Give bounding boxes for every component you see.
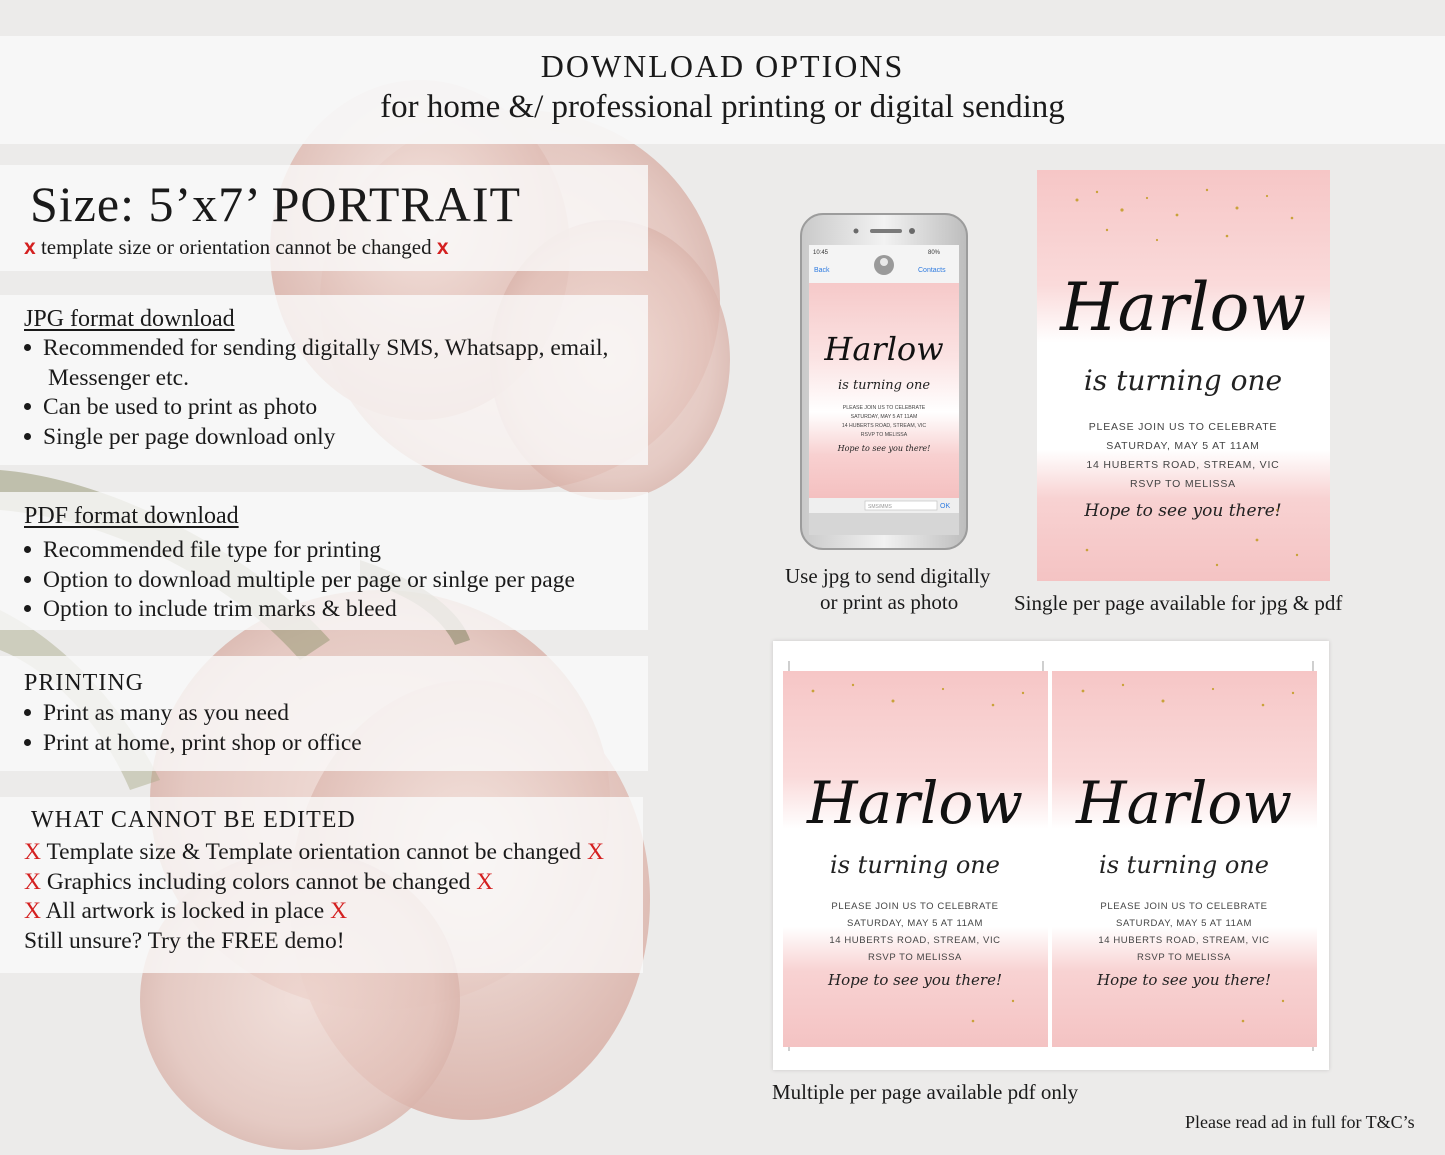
phone-back-button: Back <box>814 267 830 274</box>
svg-text:PLEASE JOIN US TO CELEBRATE: PLEASE JOIN US TO CELEBRATE <box>842 405 926 411</box>
list-item: Print at home, print shop or office <box>24 730 362 757</box>
size-note-text: template size or orientation cannot be changed <box>40 235 432 259</box>
list-item: X Template size & Template orientation cannot be changed X <box>24 839 604 865</box>
invite-name: Harlow <box>1076 769 1292 837</box>
phone-message-input: SMS/MMS <box>868 504 892 510</box>
list-item: X All artwork is locked in place X <box>24 898 348 924</box>
svg-text:14 HUBERTS ROAD, STREAM, VIC: 14 HUBERTS ROAD, STREAM, VIC <box>841 423 927 429</box>
x-mark-icon: X <box>586 839 604 865</box>
bullet-icon <box>24 344 31 351</box>
svg-text:RSVP TO MELISSA: RSVP TO MELISSA <box>1136 952 1232 963</box>
cannot-edit-title: WHAT CANNOT BE EDITED <box>31 807 356 833</box>
svg-text:Hope to see you there!: Hope to see you there! <box>1084 501 1282 521</box>
invite-subtitle: is turning one <box>1083 364 1283 397</box>
svg-text:14 HUBERTS ROAD, STREAM, VIC: 14 HUBERTS ROAD, STREAM, VIC <box>829 935 1001 946</box>
phone-contacts-button: Contacts <box>918 267 946 274</box>
svg-text:Hope to see you there!: Hope to see you there! <box>828 971 1002 989</box>
list-item: X Graphics including colors cannot be changed X <box>24 869 494 895</box>
phone-invite-subtitle: is turning one <box>837 378 931 393</box>
page-title: DOWNLOAD OPTIONS <box>540 48 905 84</box>
bullet-icon <box>24 739 31 746</box>
svg-text:Hope to see you there!: Hope to see you there! <box>837 444 931 453</box>
single-invitation-preview <box>1037 170 1330 581</box>
svg-text:PLEASE JOIN US TO CELEBRATE: PLEASE JOIN US TO CELEBRATE <box>831 901 999 912</box>
single-caption: Single per page available for jpg & pdf <box>1014 591 1343 615</box>
phone-ok-button: OK <box>940 503 951 510</box>
svg-text:PLEASE JOIN US TO CELEBRATE: PLEASE JOIN US TO CELEBRATE <box>1100 901 1268 912</box>
phone-invite-name: Harlow <box>824 330 944 368</box>
svg-text:is turning one: is turning one <box>1099 851 1269 879</box>
svg-text:RSVP TO MELISSA: RSVP TO MELISSA <box>1130 478 1236 490</box>
svg-text:RSVP TO MELISSA: RSVP TO MELISSA <box>860 432 908 438</box>
phone-battery: 80% <box>928 250 941 256</box>
bullet-icon <box>24 546 31 553</box>
invite-name: Harlow <box>1060 269 1306 346</box>
x-mark-icon: X <box>476 869 494 895</box>
x-mark-icon: x <box>24 236 36 259</box>
list-item: Print as many as you need <box>24 700 289 727</box>
page-subtitle: for home &/ professional printing or digital sending <box>380 89 1065 125</box>
svg-text:SATURDAY, MAY 5 AT 11AM: SATURDAY, MAY 5 AT 11AM <box>850 414 918 420</box>
svg-text:SATURDAY, MAY 5 AT 11AM: SATURDAY, MAY 5 AT 11AM <box>1116 918 1252 929</box>
x-mark-icon: X <box>24 869 41 895</box>
list-item-continued: Messenger etc. <box>48 365 189 391</box>
demo-note: Still unsure? Try the FREE demo! <box>24 928 345 954</box>
bullet-icon <box>24 605 31 612</box>
svg-text:14 HUBERTS ROAD, STREAM, VIC: 14 HUBERTS ROAD, STREAM, VIC <box>1086 459 1280 471</box>
svg-text:is turning one: is turning one <box>830 851 1000 879</box>
terms-note: Please read ad in full for T&C’s <box>1185 1112 1415 1132</box>
x-mark-icon: X <box>330 898 348 924</box>
invite-name: Harlow <box>807 769 1023 837</box>
phone-caption-line2: or print as photo <box>820 590 959 614</box>
pdf-panel <box>0 492 648 630</box>
x-mark-icon: X <box>24 898 41 924</box>
svg-text:Hope to see you there!: Hope to see you there! <box>1097 971 1271 989</box>
list-item: Option to include trim marks & bleed <box>24 596 397 623</box>
phone-time: 10:45 <box>813 250 829 256</box>
list-item: Recommended file type for printing <box>24 537 381 564</box>
list-item: Can be used to print as photo <box>24 394 317 421</box>
jpg-panel-title: JPG format download <box>24 306 235 332</box>
svg-text:SATURDAY, MAY 5 AT 11AM: SATURDAY, MAY 5 AT 11AM <box>847 918 983 929</box>
phone-mockup <box>800 213 968 550</box>
header-banner <box>0 36 1445 144</box>
printing-panel-title: PRINTING <box>24 670 144 696</box>
bullet-icon <box>24 709 31 716</box>
printing-panel <box>0 656 648 771</box>
svg-text:RSVP TO MELISSA: RSVP TO MELISSA <box>867 952 963 963</box>
size-note <box>24 235 449 260</box>
x-mark-icon: X <box>24 839 41 865</box>
list-item: Single per page download only <box>24 424 335 451</box>
svg-text:PLEASE JOIN US TO CELEBRATE: PLEASE JOIN US TO CELEBRATE <box>1088 421 1278 433</box>
x-mark-icon: x <box>436 236 449 259</box>
bullet-icon <box>24 576 31 583</box>
size-panel <box>0 165 648 271</box>
multiple-caption: Multiple per page available pdf only <box>772 1080 1079 1104</box>
phone-caption-line1: Use jpg to send digitally <box>785 564 991 588</box>
pdf-panel-title: PDF format download <box>24 503 239 529</box>
cannot-edit-panel <box>0 797 643 973</box>
list-item: Recommended for sending digitally SMS, Whatsapp, email, <box>24 335 608 362</box>
svg-text:SATURDAY, MAY 5 AT 11AM: SATURDAY, MAY 5 AT 11AM <box>1106 440 1260 452</box>
svg-text:14 HUBERTS ROAD, STREAM, VIC: 14 HUBERTS ROAD, STREAM, VIC <box>1098 935 1270 946</box>
list-item: Option to download multiple per page or sinlge per page <box>24 567 575 594</box>
bullet-icon <box>24 403 31 410</box>
size-title: Size: 5’x7’ PORTRAIT <box>30 176 522 232</box>
jpg-panel <box>0 295 648 465</box>
multiple-invitation-preview <box>773 641 1329 1070</box>
bullet-icon <box>24 433 31 440</box>
